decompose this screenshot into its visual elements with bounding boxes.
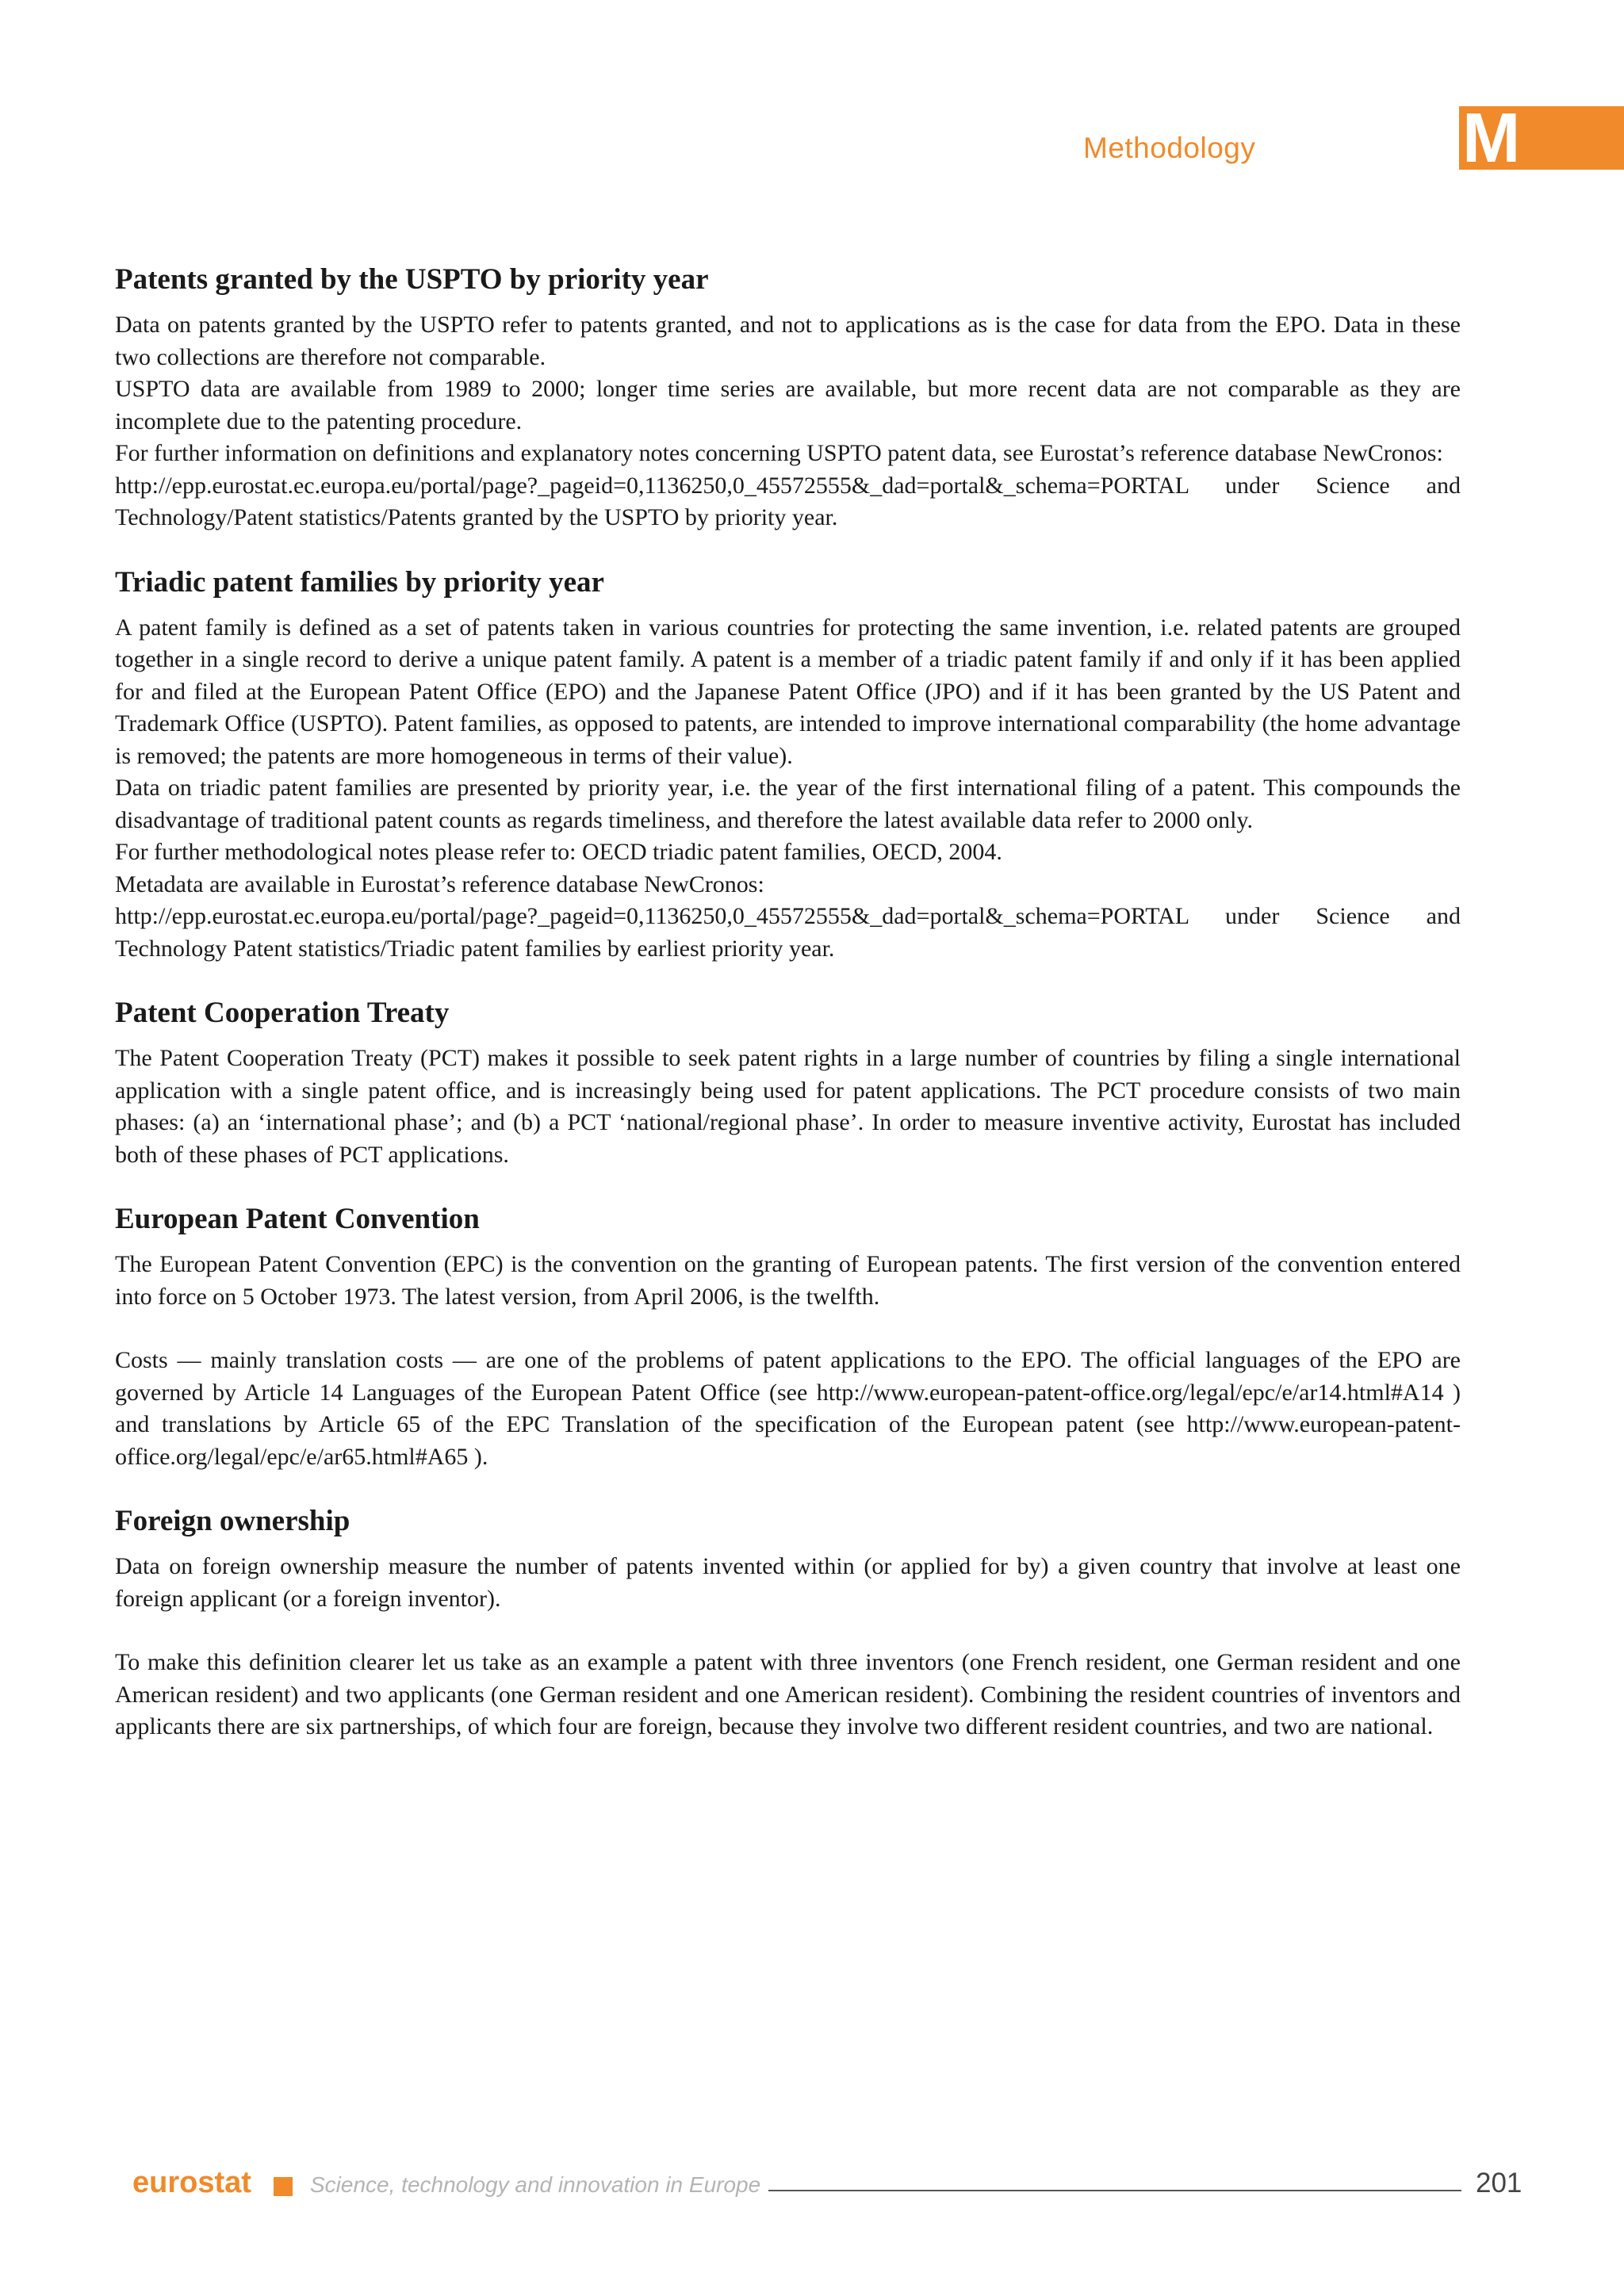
paragraph: The Patent Cooperation Treaty (PCT) makes it possible to seek patent rights in a large number of countries by filing a single international application with a single patent office, and is increasingly being used for patent applications. The PCT procedure consists of two main phases: (a) an ‘international phase’; and (b) a PCT ‘national/regional phase’. In order to measure inventive activity, Eurostat has included both of these phases of PCT applications. [115, 1045, 1461, 1168]
section-heading: European Patent Convention [115, 1203, 480, 1235]
section-pct [115, 995, 1461, 1171]
paragraph: Data on foreign ownership measure the number of patents invented within (or applied for by) a given country that involve at least one foreign applicant (or a foreign inventor). [115, 1553, 1461, 1612]
section-heading: Foreign ownership [115, 1505, 350, 1537]
paragraph: For further methodological notes please refer to: OECD triadic patent families, OECD, 2004. [115, 839, 1002, 865]
paragraph: Data on patents granted by the USPTO refer to patents granted, and not to applications as is the case for data from the EPO. Data in these two collections are therefore not comparable. [115, 312, 1461, 370]
page-content [115, 262, 1461, 1774]
paragraph: http://epp.eurostat.ec.europa.eu/portal/page?_pageid=0,1136250,0_45572555&_dad=portal&_schema=PORTAL under Science and Technology/Patent statistics/Patents granted by the USPTO by priority year. [115, 472, 1461, 530]
paragraph: For further information on definitions and explanatory notes concerning USPTO patent data, see Eurostat’s reference database NewCronos: [115, 440, 1443, 466]
paragraph: Data on triadic patent families are presented by priority year, i.e. the year of the first international filing of a patent. This compounds the disadvantage of traditional patent counts as regards timeliness, and therefore the latest available data refer to 2000 only. [115, 775, 1461, 833]
chapter-letter: M [1462, 98, 1521, 177]
footer-rule [768, 2190, 1461, 2191]
section-heading: Triadic patent families by priority year [115, 565, 604, 599]
section-uspto [115, 262, 1461, 534]
paragraph: The European Patent Convention (EPC) is the convention on the granting of European patents. The first version of the convention entered into force on 5 October 1973. The latest version, from April 2006, is the twelfth. [115, 1251, 1461, 1310]
page-footer [132, 2166, 1528, 2206]
page-number: 201 [1476, 2168, 1522, 2198]
paragraph: To make this definition clearer let us take as an example a patent with three inventors (one French resident, one German resident and one American resident) and two applicants (one German resident and one American resident). Combining the resident countries of inventors and applicants there are six partnerships, of which four are foreign, because they involve two different resident countries, and two are national. [115, 1649, 1461, 1739]
paragraph: A patent family is defined as a set of patents taken in various countries for protecting the same invention, i.e. related patents are grouped together in a single record to derive a unique patent family. A patent is a member of a triadic patent family if and only if it has been applied for and filed at the European Patent Office (EPO) and the Japanese Patent Office (JPO) and if it has been granted by the US Patent and Trademark Office (USPTO). Patent families, as opposed to patents, are intended to improve international comparability (the home advantage is removed; the patents are more homogeneous in terms of their value). [115, 614, 1461, 769]
section-header-title: Methodology [1083, 132, 1256, 164]
paragraph: Metadata are available in Eurostat’s reference database NewCronos: [115, 871, 764, 897]
paragraph: http://epp.eurostat.ec.europa.eu/portal/page?_pageid=0,1136250,0_45572555&_dad=portal&_schema=PORTAL under Science and Technology Patent statistics/Triadic patent families by earliest priority year. [115, 903, 1461, 962]
section-epc [115, 1201, 1461, 1473]
chapter-tab [1459, 98, 1624, 177]
logo-square-icon [274, 2177, 293, 2196]
section-heading: Patents granted by the USPTO by priority year [115, 263, 709, 296]
paragraph: Costs — mainly translation costs — are one of the problems of patent applications to the EPO. The official languages of the EPO are governed by Article 14 Languages of the European Patent Office (see http://www.european-patent-office.org/legal/epc/e/ar14.html#A14 ) and translations by Article 65 of the EPC Translation of the specification of the European patent (see http://www.european-patent-office.org/legal/epc/e/ar65.html#A65 ). [115, 1347, 1461, 1470]
section-triadic [115, 564, 1461, 966]
section-foreign-ownership [115, 1503, 1461, 1743]
publication-title: Science, technology and innovation in Europe [310, 2172, 761, 2197]
section-heading: Patent Cooperation Treaty [115, 997, 450, 1029]
eurostat-logo: eurostat [132, 2166, 251, 2199]
paragraph: USPTO data are available from 1989 to 2000; longer time series are available, but more recent data are not comparable as they are incomplete due to the patenting procedure. [115, 376, 1461, 434]
